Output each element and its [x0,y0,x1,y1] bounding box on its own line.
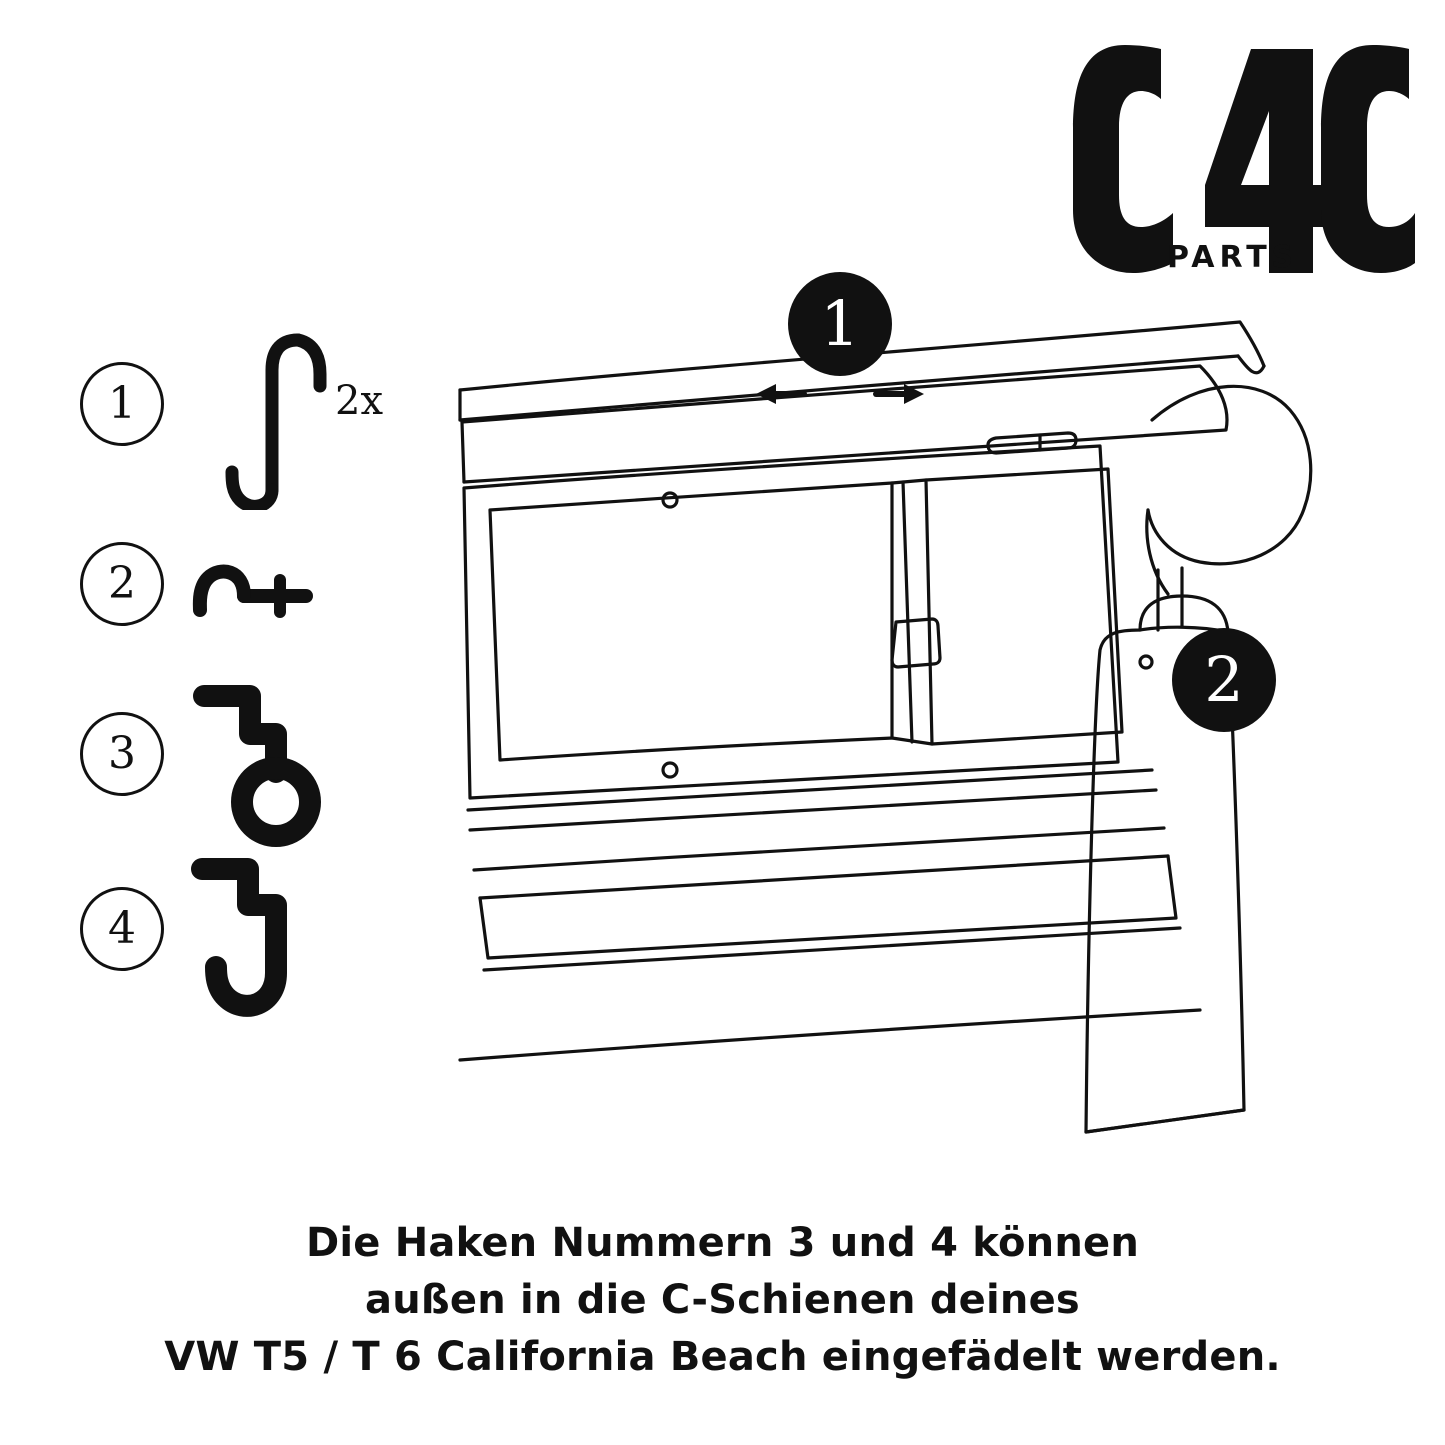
legend-item-4 [60,855,440,1035]
brand-logo [1055,35,1415,310]
hook-s-long-icon [180,330,330,510]
legend-number-badge: 1 [80,362,164,446]
callout-marker-1: 1 [788,272,892,376]
legend-number-badge: 2 [80,542,164,626]
callout-marker-2: 2 [1172,628,1276,732]
legend-item-1 [60,330,440,510]
legend-number-badge: 3 [80,712,164,796]
legend-item-3 [60,680,440,860]
caption-line-2: außen in die C-Schienen deines [365,1276,1080,1323]
legend-number-badge: 4 [80,887,164,971]
caption-line-1: Die Haken Nummern 3 und 4 können [305,1220,1140,1266]
arrow-pair [748,372,932,416]
hook-ring-icon [180,680,330,860]
caption-line-3: VW T5 / T 6 California Beach eingefädelt werden. [164,1333,1281,1380]
hook-j-icon [180,855,330,1035]
svg-text:PARTS: PARTS [1167,240,1299,275]
legend-item-2 [60,510,440,690]
legend-quantity: 2x [335,378,384,424]
parts-legend [60,330,440,1090]
hook-small-curl-icon [180,510,330,690]
caption-text [60,1215,1385,1385]
